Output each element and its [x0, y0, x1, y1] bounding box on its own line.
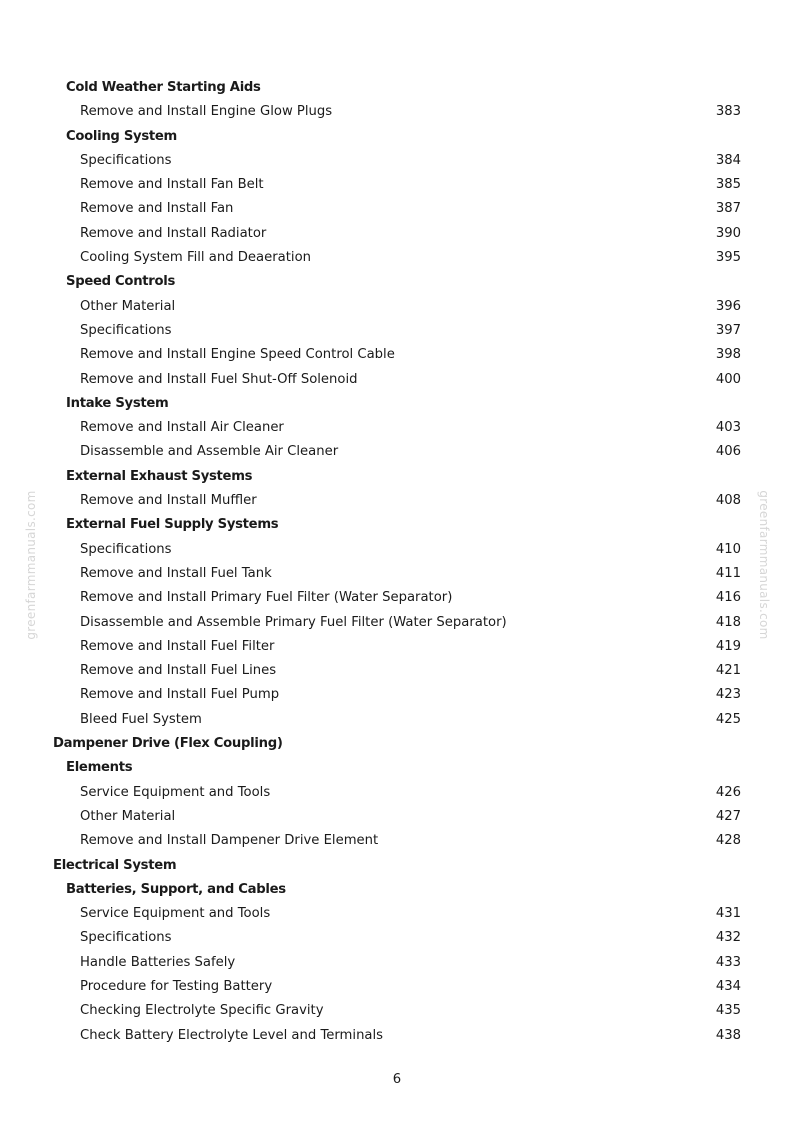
toc-entry[interactable]: [0, 586, 794, 610]
toc-entry-title: Remove and Install Fuel Tank: [80, 565, 272, 581]
toc-entry-page: 395: [715, 250, 741, 266]
toc-entry-title: Handle Batteries Safely: [80, 954, 236, 970]
toc-entry-title: External Fuel Supply Systems: [66, 517, 279, 533]
toc-section-heading[interactable]: [0, 878, 794, 902]
toc-entry[interactable]: [0, 611, 794, 635]
toc-entry-page: 400: [715, 371, 741, 387]
toc-entry-title: Remove and Install Fan: [80, 201, 234, 217]
toc-entry-page: 390: [715, 225, 741, 241]
toc-entry[interactable]: [0, 489, 794, 513]
toc-entry-page: 428: [715, 833, 741, 849]
toc-entry-title: Specifications: [80, 930, 172, 946]
toc-entry-page: 416: [715, 590, 741, 606]
toc-entry-title: Batteries, Support, and Cables: [66, 881, 286, 897]
toc-entry-page: 431: [715, 906, 741, 922]
toc-entry-page: 432: [715, 930, 741, 946]
toc-entry-title: Speed Controls: [66, 274, 176, 290]
toc-entry[interactable]: [0, 149, 794, 173]
toc-entry-title: Remove and Install Dampener Drive Element: [80, 833, 379, 849]
toc-entry[interactable]: [0, 951, 794, 975]
toc-entry-page: 396: [715, 298, 741, 314]
page-number: 6: [392, 1072, 402, 1087]
toc-entry-title: Disassemble and Assemble Primary Fuel Filter (Water Separator): [80, 614, 507, 630]
toc-entry-title: Electrical System: [53, 857, 177, 873]
toc-entry-title: Cooling System: [66, 128, 177, 144]
toc-entry-page: 411: [715, 565, 741, 581]
toc-entry[interactable]: [0, 416, 794, 440]
toc-entry-title: Dampener Drive (Flex Coupling): [53, 736, 283, 752]
toc-entry-title: Remove and Install Fuel Shut-Off Solenoid: [80, 371, 358, 387]
toc-entry-title: Specifications: [80, 322, 172, 338]
toc-entry[interactable]: [0, 100, 794, 124]
toc-entry-title: Remove and Install Fan Belt: [80, 177, 264, 193]
toc-entry[interactable]: [0, 538, 794, 562]
toc-entry[interactable]: [0, 197, 794, 221]
toc-section-heading[interactable]: [0, 513, 794, 537]
toc-entry[interactable]: [0, 173, 794, 197]
toc-entry-title: Check Battery Electrolyte Level and Terminals: [80, 1027, 384, 1043]
toc-entry-title: Intake System: [66, 395, 169, 411]
toc-entry-title: Other Material: [80, 298, 176, 314]
toc-entry-page: 434: [715, 978, 741, 994]
toc-entry-title: Remove and Install Radiator: [80, 225, 267, 241]
toc-entry-page: 387: [715, 201, 741, 217]
toc-entry-page: 406: [715, 444, 741, 460]
toc-section-heading[interactable]: [0, 392, 794, 416]
toc-entry-page: 385: [715, 177, 741, 193]
toc-entry-title: External Exhaust Systems: [66, 468, 253, 484]
toc-entry-title: Disassemble and Assemble Air Cleaner: [80, 444, 339, 460]
toc-entry[interactable]: [0, 708, 794, 732]
toc-entry-title: Remove and Install Muffler: [80, 493, 257, 509]
toc-entry-page: 410: [715, 541, 741, 557]
toc-entry[interactable]: [0, 659, 794, 683]
toc-entry-page: 435: [715, 1003, 741, 1019]
watermark-right: greenfarmmanuals.com: [757, 490, 771, 640]
toc-entry[interactable]: [0, 368, 794, 392]
table-of-contents: [0, 76, 794, 1048]
toc-entry-title: Procedure for Testing Battery: [80, 978, 273, 994]
toc-entry[interactable]: [0, 562, 794, 586]
toc-entry-title: Remove and Install Fuel Filter: [80, 638, 275, 654]
toc-entry[interactable]: [0, 222, 794, 246]
toc-entry[interactable]: [0, 319, 794, 343]
toc-entry-page: 383: [715, 104, 741, 120]
toc-entry[interactable]: [0, 440, 794, 464]
toc-entry-title: Specifications: [80, 152, 172, 168]
toc-entry-title: Remove and Install Fuel Lines: [80, 663, 277, 679]
toc-section-heading[interactable]: [0, 465, 794, 489]
toc-entry-title: Remove and Install Air Cleaner: [80, 420, 284, 436]
toc-entry[interactable]: [0, 295, 794, 319]
toc-entry-page: 421: [715, 663, 741, 679]
toc-entry-title: Cold Weather Starting Aids: [66, 80, 261, 95]
toc-entry[interactable]: [0, 926, 794, 950]
toc-entry[interactable]: [0, 246, 794, 270]
toc-entry-page: 418: [715, 614, 741, 630]
toc-entry[interactable]: [0, 902, 794, 926]
toc-entry-title: Remove and Install Primary Fuel Filter (Water Separator): [80, 590, 453, 606]
toc-entry-page: 398: [715, 347, 741, 363]
toc-entry-page: 425: [715, 711, 741, 727]
toc-entry-page: 397: [715, 322, 741, 338]
toc-entry-title: Remove and Install Engine Speed Control Cable: [80, 347, 395, 363]
toc-entry[interactable]: [0, 999, 794, 1023]
toc-entry[interactable]: [0, 829, 794, 853]
toc-entry-page: 426: [715, 784, 741, 800]
toc-entry[interactable]: [0, 975, 794, 999]
toc-entry-page: 427: [715, 808, 741, 824]
toc-entry-page: 408: [715, 493, 741, 509]
toc-entry-title: Bleed Fuel System: [80, 711, 202, 727]
toc-entry-title: Cooling System Fill and Deaeration: [80, 250, 311, 266]
toc-chapter-heading[interactable]: [0, 732, 794, 756]
toc-chapter-heading[interactable]: [0, 854, 794, 878]
toc-entry-title: Service Equipment and Tools: [80, 784, 271, 800]
toc-section-heading[interactable]: [0, 76, 794, 100]
toc-entry-page: 438: [715, 1027, 741, 1043]
toc-entry-title: Remove and Install Fuel Pump: [80, 687, 280, 703]
toc-entry-page: 419: [715, 638, 741, 654]
toc-section-heading[interactable]: [0, 756, 794, 780]
toc-entry[interactable]: [0, 635, 794, 659]
toc-entry-page: 433: [715, 954, 741, 970]
toc-entry[interactable]: [0, 805, 794, 829]
toc-entry-title: Checking Electrolyte Specific Gravity: [80, 1003, 324, 1019]
watermark-left: greenfarmmanuals.com: [24, 490, 38, 640]
toc-entry[interactable]: [0, 683, 794, 707]
toc-section-heading[interactable]: [0, 270, 794, 294]
toc-entry-title: Remove and Install Engine Glow Plugs: [80, 104, 333, 120]
toc-entry-page: 423: [715, 687, 741, 703]
toc-entry-page: 384: [715, 152, 741, 168]
toc-section-heading[interactable]: [0, 125, 794, 149]
toc-entry-title: Other Material: [80, 808, 176, 824]
toc-entry[interactable]: [0, 1024, 794, 1048]
toc-entry-page: 403: [715, 420, 741, 436]
toc-entry[interactable]: [0, 343, 794, 367]
toc-entry-title: Service Equipment and Tools: [80, 906, 271, 922]
toc-entry-title: Specifications: [80, 541, 172, 557]
toc-entry[interactable]: [0, 781, 794, 805]
toc-entry-title: Elements: [66, 760, 133, 776]
